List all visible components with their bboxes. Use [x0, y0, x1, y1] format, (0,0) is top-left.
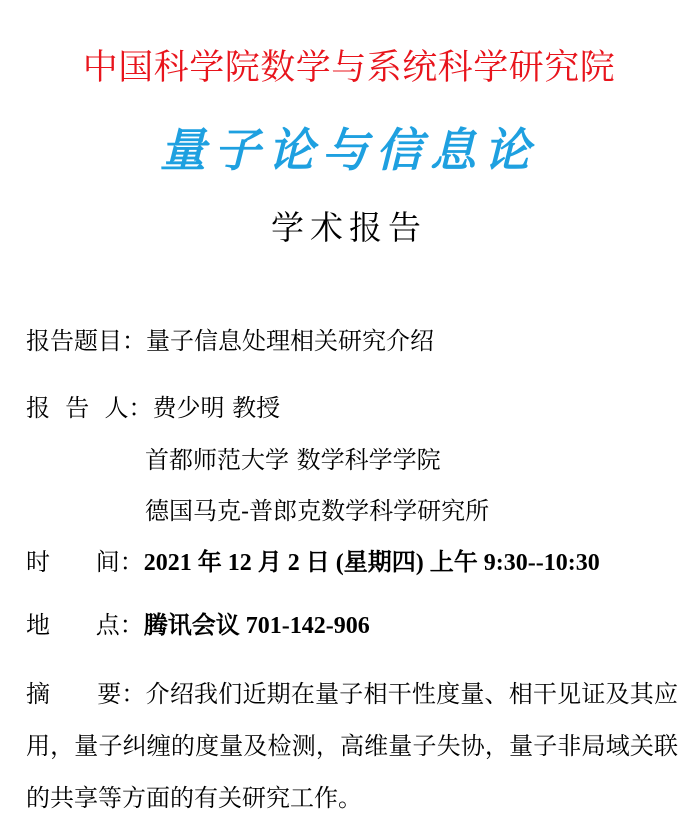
place-value: 腾讯会议 701-142-906 [143, 613, 370, 639]
time-row [26, 547, 600, 578]
abstract-text: 介绍我们近期在量子相干性度量、相干见证及其应用，量子纠缠的度量及检测，高维量子失协，量子非局域关联的共享等方面的有关研究工作。 [26, 680, 678, 812]
place-row [26, 610, 370, 641]
time-label: 时 间： [26, 548, 144, 576]
talk-title-value: 量子信息处理相关研究介绍 [146, 327, 434, 355]
institute-name: 中国科学院数学与系统科学研究院 [82, 48, 616, 88]
speaker-value: 费少明 教授 [152, 394, 281, 422]
abstract-block [26, 668, 678, 824]
place-label: 地 点： [26, 611, 144, 639]
affiliation-2: 德国马克-普郎克数学科学研究所 [145, 497, 490, 525]
talk-title-row [26, 326, 434, 356]
abstract-label: 摘 要： [26, 680, 146, 708]
speaker-label: 报 告 人： [26, 394, 153, 422]
talk-title-label: 报告题目： [26, 327, 146, 355]
time-value: 2021 年 12 月 2 日 (星期四) 上午 9:30--10:30 [143, 550, 600, 576]
document-subtitle: 学术报告 [271, 208, 427, 247]
seminar-series-title: 量子论与信息论 [160, 123, 538, 177]
affiliation-1: 首都师范大学 数学科学学院 [145, 446, 441, 474]
speaker-row [26, 393, 280, 423]
